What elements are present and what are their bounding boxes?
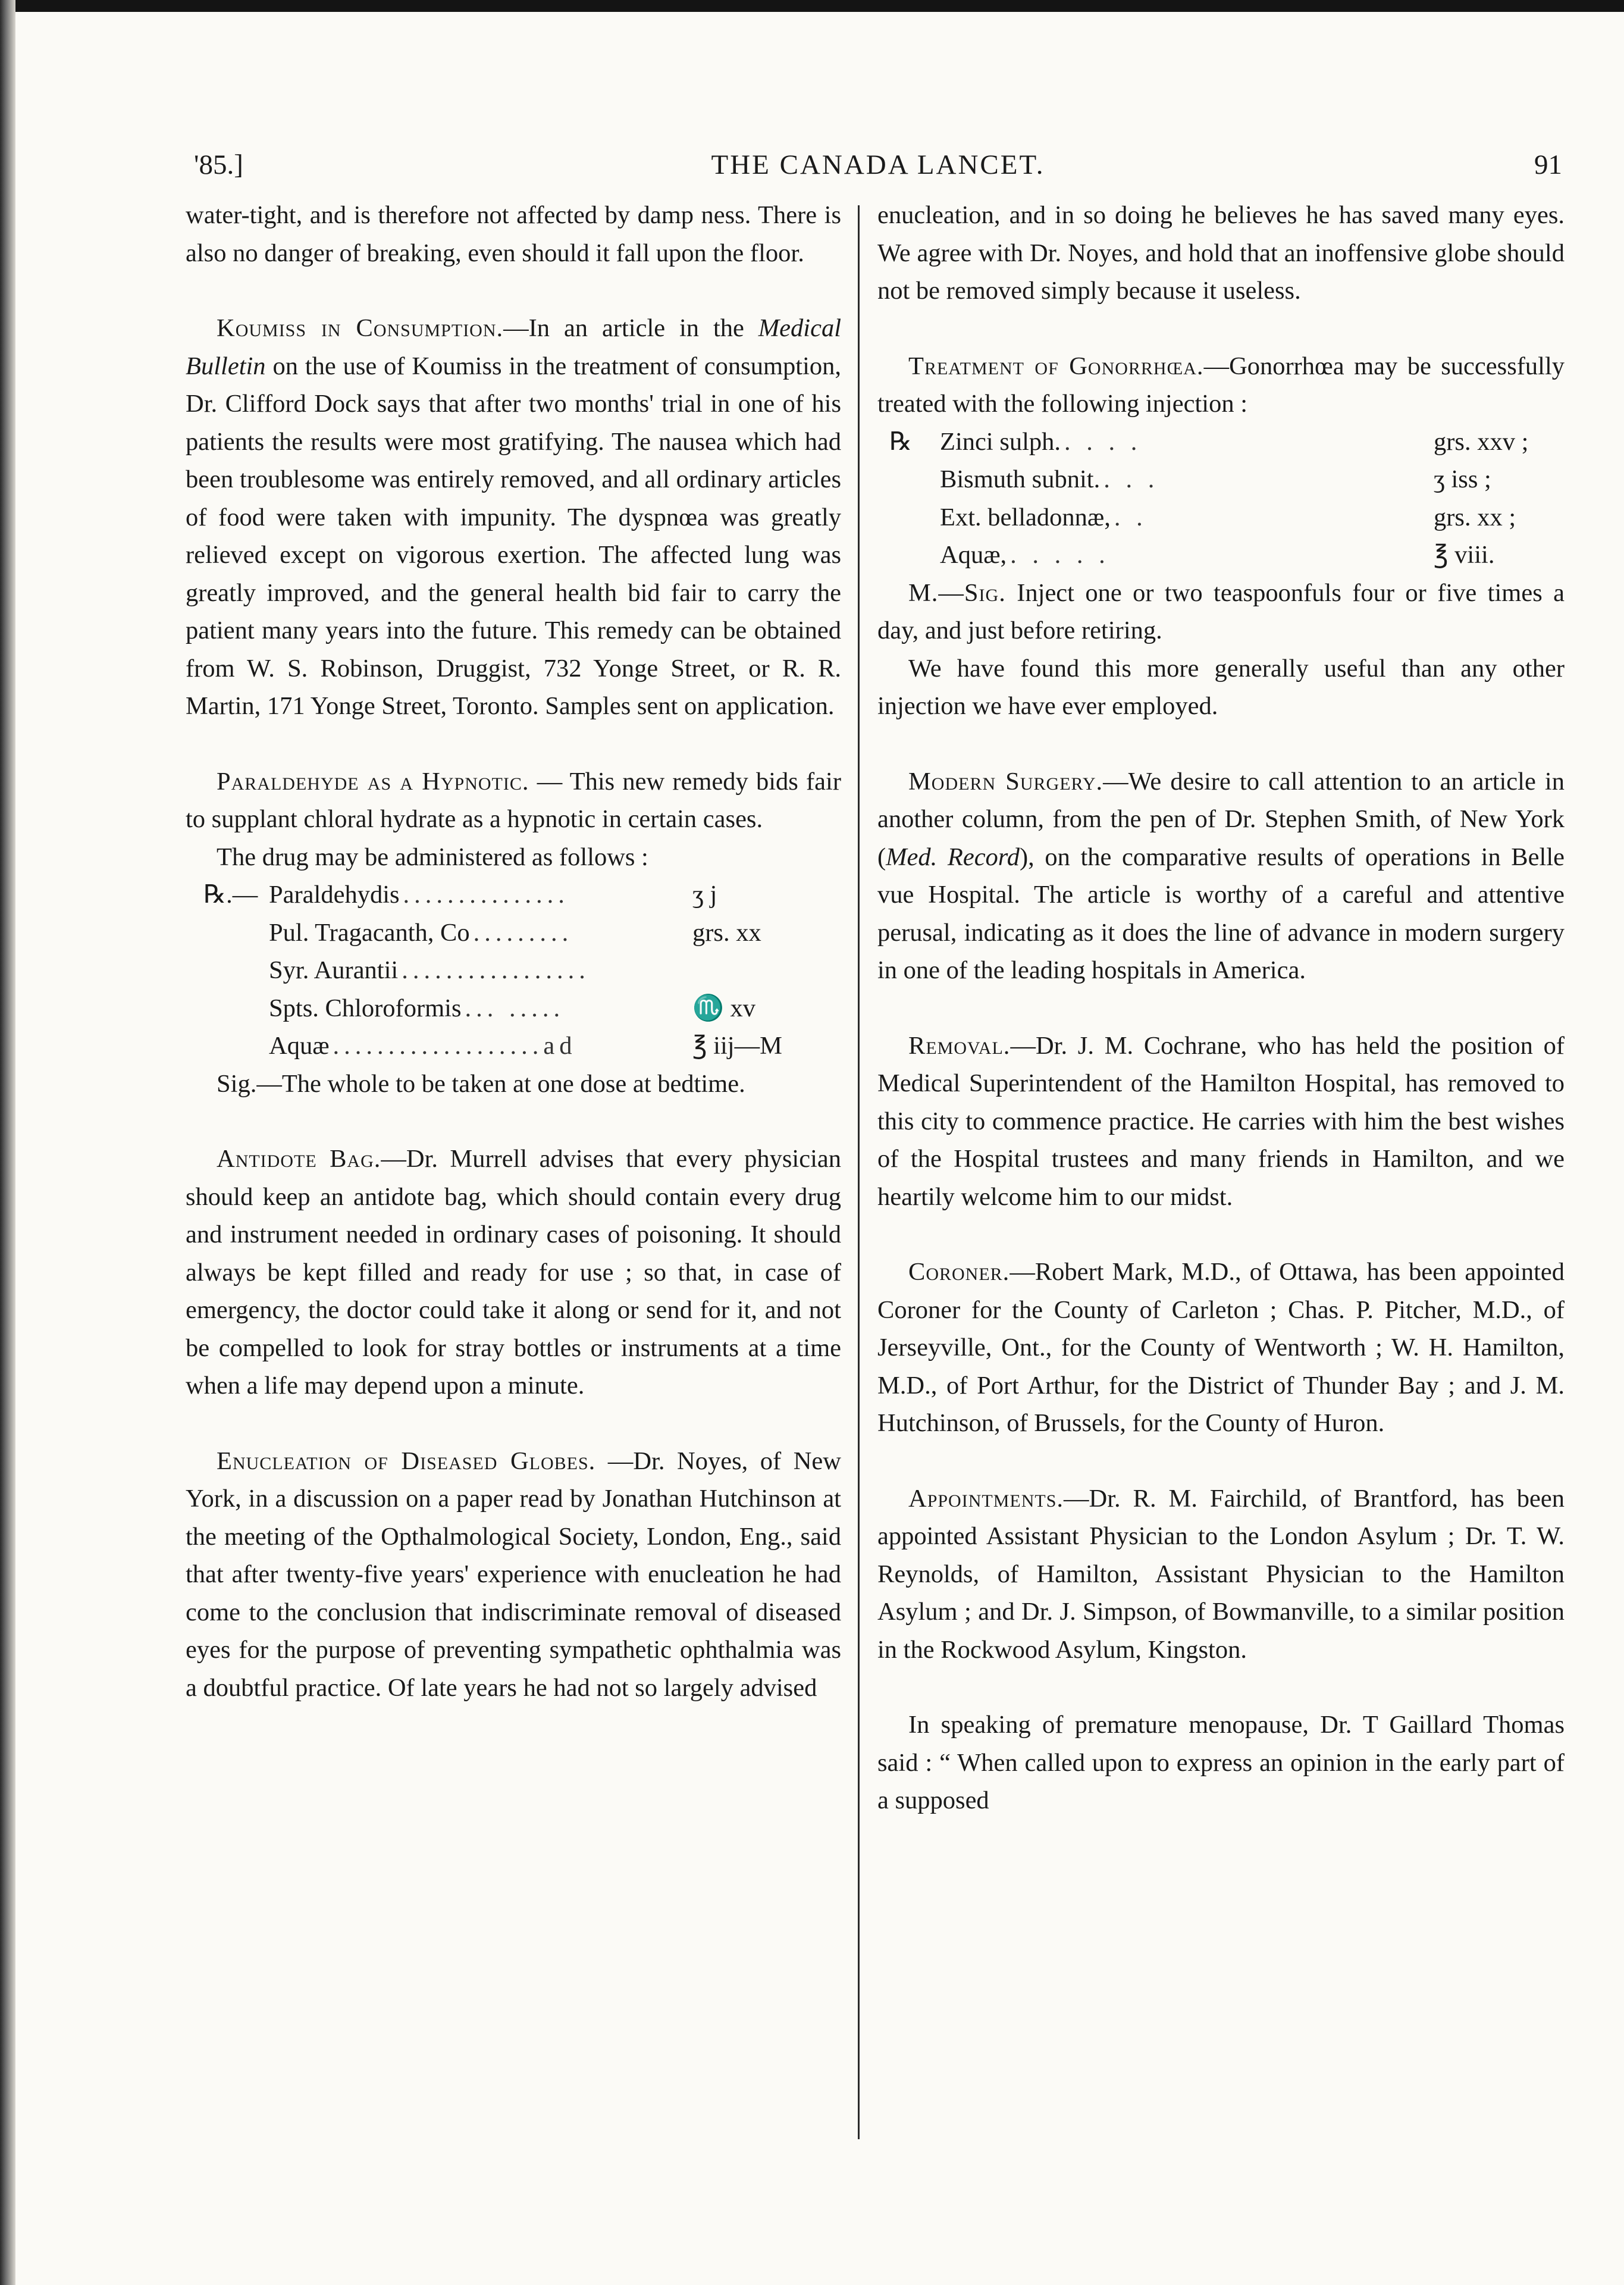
removal-article: Removal.—Dr. J. M. Cochrane, who has held the position of Medical Superintendent of the Hamilton Hospital, has removed to this city to commence practice. He carries with him the best wishes of the Hospital trustees and many friends in Hamilton, and we heartily welcome him to our midst. (877, 1031, 1565, 1211)
antidote-article: Antidote Bag.—Dr. Murrell advises that every physician should keep an antidote bag, which should contain every drug and instrument needed in ordinary cases of poisoning. It should always be kept filled and ready for use ; so that, in case of emergency, the doctor could take it along or send for it, and not be compelled to look for stray bottles or instruments at a time when a life may depend upon a minute. (186, 1145, 841, 1400)
article-heading: Removal. (908, 1031, 1011, 1060)
gonorrhoea-sig: M.—Sig. Inject one or two teaspoonfuls four or five times a day, and just before retiring. (877, 578, 1565, 644)
continued-paragraph: water-tight, and is therefore not affected by damp ness. There is also no danger of breaking, even should it fall upon the floor. (186, 201, 841, 267)
menopause-article: In speaking of premature menopause, Dr. T Gaillard Thomas said : “ When called upon to express an opinion in the early part of a supposed (877, 1711, 1565, 1814)
prescription-line: Bismuth subnit. . . . ʒ iss ; (940, 465, 1491, 493)
article-heading: Koumiss in Consumption. (217, 314, 504, 342)
article-heading: Antidote Bag. (217, 1145, 381, 1173)
article-heading: Enucleation of Diseased Globes. (217, 1447, 596, 1475)
journal-name: Medical Bulletin (186, 314, 841, 380)
prescription-line: ℞ Zinci sulph. . . . . grs. xxv ; (889, 427, 1529, 456)
prescription-line: Ext. belladonnæ, . . grs. xx ; (940, 503, 1516, 531)
article-heading: Paraldehyde as a Hypnotic. (217, 767, 529, 796)
paraldehyde-article: Paraldehyde as a Hypnotic. — This new remedy bids fair to supplant chloral hydrate as a hypnotic in certain cases. (186, 767, 841, 833)
paraldehyde-sig: Sig.—The whole to be taken at one dose at bedtime. (217, 1069, 745, 1098)
prescription (186, 876, 841, 1065)
article-heading: Coroner. (908, 1258, 1010, 1286)
left-column (186, 196, 841, 1707)
right-column (877, 196, 1565, 1820)
appointments-article: Appointments.—Dr. R. M. Fairchild, of Brantford, has been appointed Assistant Physician to the London Asylum ; Dr. T. W. Reynolds, of Hamilton, Assistant Physician to the Hamilton Asylum ; and Dr. J. Simpson, of Bowmanville, to a similar position in the Rockwood Asylum, Kingston. (877, 1484, 1565, 1664)
prescription-line: ℞.— Paraldehydis ............... ʒ j (203, 881, 717, 909)
paraldehyde-intro: The drug may be administered as follows : (217, 843, 648, 871)
gonorrhoea-article: Treatment of Gonorrhœa.—Gonorrhœa may be successfully treated with the following injection : (877, 352, 1565, 418)
page-edge-shadow (0, 0, 15, 2285)
running-header (194, 131, 1562, 184)
prescription-line: Spts. Chloroformis ... ..... ♏ xv (269, 994, 756, 1022)
modern-surgery-article: Modern Surgery.—We desire to call attention to an article in another column, from the pen of Dr. Stephen Smith, of New York (Med. Record), on the comparative results of operations in Belle vue Hospital. The article is worthy of a careful and attentive perusal, indicating as it does the line of advance in modern surgery in one of the leading hospitals in America. (877, 767, 1565, 984)
coroner-article: Coroner.—Robert Mark, M.D., of Ottawa, has been appointed Coroner for the County of Carleton ; Chas. P. Pitcher, M.D., of Jerseyville, Ont., for the County of Wentworth ; W. H. Hamilton, M.D., of Port Arthur, for the District of Thunder Bay ; and J. M. Hutchinson, of Brussels, for the County of Huron. (877, 1258, 1565, 1437)
gonorrhoea-note: We have found this more generally useful than any other injection we have ever employed. (877, 654, 1565, 720)
article-heading: Modern Surgery. (908, 767, 1103, 796)
column-divider (858, 205, 860, 2139)
koumiss-article: Koumiss in Consumption.—In an article in the Medical Bulletin on the use of Koumiss in the treatment of consumption, Dr. Clifford Dock says that after two months' trial in one of his patients the results were most gratifying. The nausea which had been troublesome was entirely removed, and all ordinary articles of food were taken with impunity. The dyspnœa was greatly relieved except on vigorous exertion. The affected lung was greatly improved, and the general health bid fair to carry the patient many years into the future. This remedy can be obtained from W. S. Robinson, Druggist, 732 Yonge Street, or R. R. Martin, 171 Yonge Street, Toronto. Samples sent on application. (186, 314, 841, 720)
prescription-line: Pul. Tragacanth, Co ......... grs. xx (269, 918, 761, 947)
journal-citation: Med. Record (886, 843, 1020, 871)
page-number: 91 (1534, 149, 1562, 180)
article-heading: Treatment of Gonorrhœa. (908, 352, 1204, 380)
journal-title: THE CANADA LANCET. (711, 149, 1045, 180)
article-heading: Appointments. (908, 1484, 1064, 1513)
prescription-line: Aquæ, . . . . . ℥ viii. (940, 541, 1495, 569)
prescription-line: Syr. Aurantii ................. (269, 956, 590, 984)
enucleation-article: Enucleation of Diseased Globes. —Dr. Noyes, of New York, in a discussion on a paper read by Jonathan Hutchinson at the meeting of the Opthalmological Society, London, Eng., said that after twenty-five years' experience with enucleation he had come to the conclusion that indiscriminate removal of diseased eyes for the purpose of preventing sympathetic ophthalmia was a doubtful practice. Of late years he had not so largely advised (186, 1447, 841, 1702)
continued-paragraph: enucleation, and in so doing he believes he has saved many eyes. We agree with Dr. Noyes, and hold that an inoffensive globe should not be removed simply because it useless. (877, 201, 1565, 305)
header-year: '85.] (194, 149, 243, 180)
prescription (877, 423, 1565, 574)
prescription-line: Aquæ ...................ad ℥ iij—M (269, 1032, 782, 1060)
top-rule (0, 0, 1624, 12)
